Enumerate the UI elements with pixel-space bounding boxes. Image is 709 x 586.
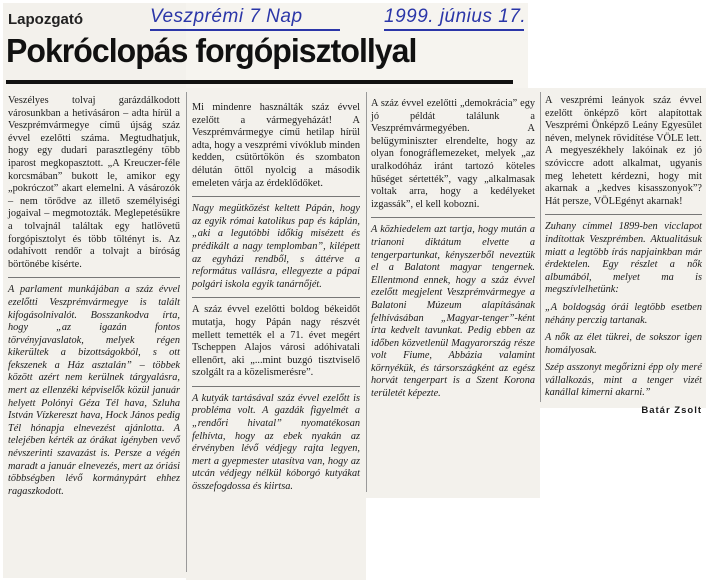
rubric-label: Lapozgató <box>8 11 83 28</box>
handwritten-newspaper-name: Veszprémi 7 Nap <box>150 6 303 27</box>
paragraph-separator <box>8 277 180 278</box>
paragraph: A száz évvel ezelőtti „demokrácia” egy jó példát találunk a Veszprémvármegyében. A belügyminiszter elrendelte, hogy az olyan fonográflemezeket, melyek „az uralkodóház iránt tartozó köteles hűséget sértették”, vagy „alkalmasak voltak arra, hogy a kedélyeket izgassák”, el kell kobozni. <box>371 98 535 210</box>
paragraph: A száz évvel ezelőtti boldog békeidőt mutatja, hogy Pápán nagy részvét mellett temették el a 71. évet megért Tscheppen Alajos városi adóhivatali ellenőrt, aki „...mint buzgó tisztviselő szolgált ra a közelismerésre”. <box>192 304 360 379</box>
paragraph: Nagy megütközést keltett Pápán, hogy az egyik római katolikus pap és káplán, „aki a legutóbbi időkig misézett és prédikált a nagy templomban”, kilépett az egyházi rendből, s áttérve a református vallásra, ellegyezte a pápai polgári iskola egyik tanárnőjét. <box>192 203 360 290</box>
article-column-3 <box>371 98 535 406</box>
quote-line: Szép asszonyt megőrizni épp oly meré vállalkozás, mint a tenger vizét kanállal kimerni akarni.” <box>545 362 702 399</box>
column-divider <box>186 92 187 572</box>
quote-line: „A boldogság órái legtöbb esetben néhány perczig tartanak. <box>545 301 702 326</box>
author-byline: Batár Zsolt <box>641 405 702 417</box>
paragraph: A közhiedelem azt tartja, hogy mután a trianoni diktátum elvette a tengerpartunkat, kényszerből neveztük el a Balatont magyar tengernek. Ellentmond ennek, hogy a száz évvel ezelőtt megjelent Veszprémvármegye a Balatoni Múzeum alapításának felhívásában „Magyar-tenger”-ként írta kedvelt tavunkat. Pedig ebben az időben közvetlenül Magyarország része volt Fiume, Abbázia valamint környékük, és társországként az egész horvát tengerpart is a Szent Korona területét képezte. <box>371 224 535 400</box>
paragraph: A kutyák tartásával száz évvel ezelőtt is probléma volt. A gazdák figyelmét a „rendőri hivatal” nyomatékosan felhívta, hogy az ebek nyakán az érvényben lévő védjegy rajta legyen, mert a gyepmester utasítva van, hogy az utcán védjegy nélkül kóborgó kutyákat összefogdossa és kiirtsa. <box>192 392 360 493</box>
article-title: Pokróclopás forgópisztollyal <box>6 32 417 69</box>
paragraph: Mi mindenre használták száz évvel ezelőtt a vármegyeházát! A Veszprémvármegye című hetilap hírül adta, hogy a veszprémi vívóklub minden kedden, csütörtökön és szombaton délután öttől nyolcig a második emeleten várja az érdeklődőket. <box>192 102 360 189</box>
quote-line: A nők az élet tükrei, de sokszor igen homályosak. <box>545 332 702 356</box>
paragraph-separator <box>371 217 535 218</box>
column-divider <box>540 92 541 402</box>
paragraph: A veszprémi leányok száz évvel ezelőtt önképző kört alapítottak Veszprémi Önképző Leány Egyesület néven, melynek rövidítése VÖLE lett. A megyeszékhely lakóinak ez jó szóviccre adott alkalmat, ugyanis meg lehetett kérdezni, hogy mit akarnak a „kedves kisasszonyok”? Hát persze, VÖLEgényt akarnak! <box>545 95 702 207</box>
paragraph-separator <box>192 196 360 197</box>
paragraph-separator <box>545 214 702 215</box>
article-column-4 <box>545 95 702 418</box>
handwriting-underline <box>150 29 340 31</box>
article-column-2 <box>192 102 360 499</box>
paragraph: Veszélyes tolvaj garázdálkodott városunkban a hetivásáron – adta hírül a Veszprémvármegye című újság száz évvel ezelőtti száma. Megtudhatjuk, hogy egy dudari parasztlegény több iparost megkopasztott. „A Kreuczer-féle korcsmában” bukott le, amikor egy „pokróczot” akart elemelni. A vásározók – nem törődve az illető személyiségi jogaival – megmotozták. Meglepetésükre a tolvajnál találtak egy hatlövetű forgópisztolyt és több töltényt is. Az odahívott rendőr a tolvajt a bíróság börtönébe kísérte. <box>8 95 180 270</box>
paragraph: Zuhany címmel 1899-ben vicclapot indítottak Veszprémben. Aktualitásuk miatt a legtöbb írás napjainkban már érdektelen. Egy részlet a nők albumából, melyet ma is megszívlelhetünk: <box>545 221 702 296</box>
article-column-1 <box>8 95 180 503</box>
paragraph-separator <box>192 297 360 298</box>
column-divider <box>366 92 367 492</box>
paragraph-separator <box>192 386 360 387</box>
title-rule <box>6 80 513 84</box>
handwriting-underline <box>384 29 524 31</box>
paragraph: A parlament munkájában a száz évvel ezelőtti Veszprémvármegye is talált kifogásolnivalót. Bosszankodva írta, hogy „az igazán fontos törvényjavaslatok, melyek régen kikerültek a bizottságokból, s ott fekszenek a Ház asztalán” – többek között azért nem kerülnek tárgyalásra, mert az ellenzéki képviselők közül január helyett Polónyi Géza Tél hava, Szluha István Vízkereszt hava, Hock János pedig Tél hónapja elnevezést ajánlotta. A telejében kérték az órákat igényben vevő névszerinti szavazást is. Persze a végén maradt a január elnevezés, mert az óriási többségben lévő kormánypárt ehhez ragaszkodott. <box>8 284 180 497</box>
handwritten-date: 1999. június 17. <box>384 6 527 27</box>
